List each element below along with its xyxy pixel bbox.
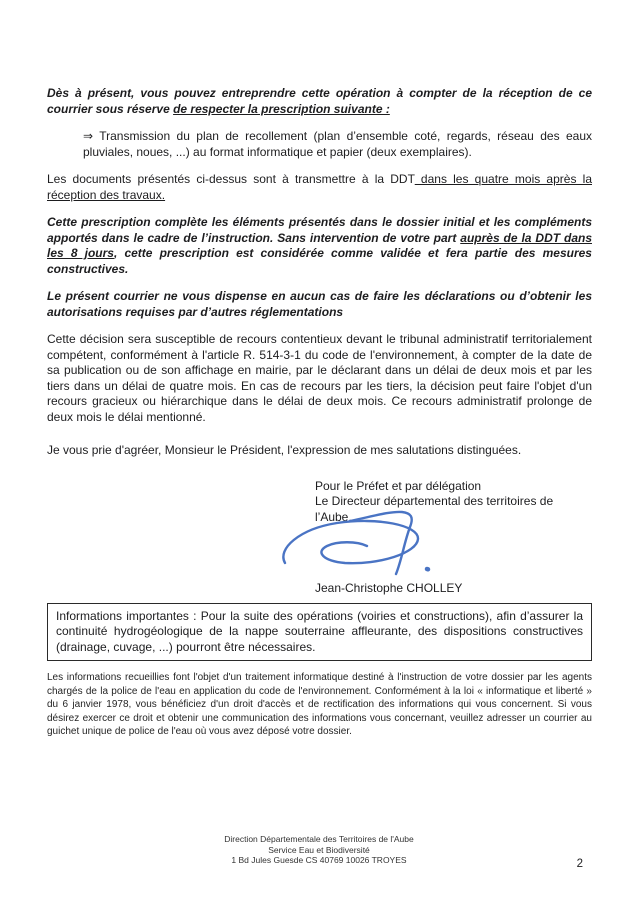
- signature-title-line: Le Directeur départemental des territoires de: [315, 494, 554, 508]
- opening-underlined-prescription: de respecter la prescription suivante :: [173, 101, 390, 116]
- signatory-name: Jean-Christophe CHOLLEY: [315, 581, 463, 595]
- footer-street-line: 1 Bd Jules Guesde CS 40769 10026 TROYES: [231, 855, 407, 865]
- signature-delegation-line: Pour le Préfet et par délégation: [315, 478, 482, 493]
- handwritten-signature-ink: [275, 507, 475, 587]
- signature-block: [315, 479, 592, 597]
- important-information-box: Informations importantes : Pour la suite des opérations (voiries et constructions), afin d’assurer la continuité hydrogéologique de la nappe souterraine affleurante, des dispositions constructives (drainage, cuvage, ...) pourront être nécessaires.: [47, 603, 592, 662]
- bullet-text: Transmission du plan de recollement (plan d’ensemble coté, regards, réseau des eaux pluviales, noues, ...) au format informatique et papier (deux exemplaires).: [83, 129, 593, 159]
- paragraph-recours-contentieux: Cette décision sera susceptible de recours contentieux devant le tribunal administratif territorialement compétent, conformément à l'article R. 514-3-1 du code de l'environnement, à compter de la date de sa publication ou de son affichage en mairie, par le déclarant dans un délai de deux mois et par les tiers dans un délai de quatre mois. En cas de recours par les tiers, la décision peut faire l'objet d'un recours gracieux ou hiérarchique dans le délai de deux mois. Ce recours administratif prolonge de deux mois le délai mentionné.: [47, 332, 592, 424]
- prescription-part1: Cette prescription complète les éléments présentés dans le dossier initial et les compléments apportés dans le cadre de l’instruction. Sans intervention de votre part: [47, 215, 592, 245]
- footer-service-line: Service Eau et Biodiversité: [268, 844, 370, 855]
- documents-underlined-delai: dans les quatre mois après la réception des travaux.: [47, 172, 592, 202]
- paragraph-salutation: Je vous prie d'agréer, Monsieur le Président, l'expression de mes salutations distinguées.: [47, 443, 522, 457]
- signature-loop-stroke: [283, 520, 418, 562]
- double-arrow-icon: ⇒: [83, 129, 94, 143]
- prescription-part2: , cette prescription est considérée comme validée et fera partie des mesures constructives.: [47, 246, 592, 276]
- bullet-plan-recollement: [83, 129, 592, 160]
- legal-notice-cnil: Les informations recueillies font l'objet d'un traitement informatique destiné à l'instruction de votre dossier par les agents chargés de la police de l'eau en application du code de l'environnement. Conformément à la loi « informatique et liberté » du 6 janvier 1978, vous bénéficiez d'un droit d'accès et de rectification des informations qui vous concernent. Si vous désirez exercer ce droit et obtenir une communication des informations vous concernant, veuillez adresser un courrier au guichet unique de police de l'eau où vous avez déposé votre dossier.: [47, 672, 592, 737]
- documents-text: Les documents présentés ci-dessus sont à transmettre à la DDT: [47, 172, 415, 186]
- paragraph-opening-instruction: [47, 86, 592, 117]
- prescription-underlined-8-jours: auprès de la DDT dans les 8 jours: [47, 230, 592, 260]
- signature-title-line2: l’Aube,: [315, 509, 352, 524]
- page-number: 2: [576, 858, 583, 870]
- footer-address: [0, 834, 638, 866]
- opening-text: Dès à présent, vous pouvez entreprendre cette opération à compter de la réception de ce courrier sous réserve: [47, 86, 592, 116]
- signature-stroke-group: [283, 511, 428, 573]
- paragraph-documents-transmission: [47, 172, 592, 203]
- paragraph-dispense: Le présent courrier ne vous dispense en aucun cas de faire les déclarations ou d’obtenir les autorisations requises par d’autres réglementations: [47, 289, 592, 319]
- footer-direction-line: Direction Départementale des Territoires de l'Aube: [224, 834, 414, 844]
- paragraph-prescription-complete: [47, 215, 592, 277]
